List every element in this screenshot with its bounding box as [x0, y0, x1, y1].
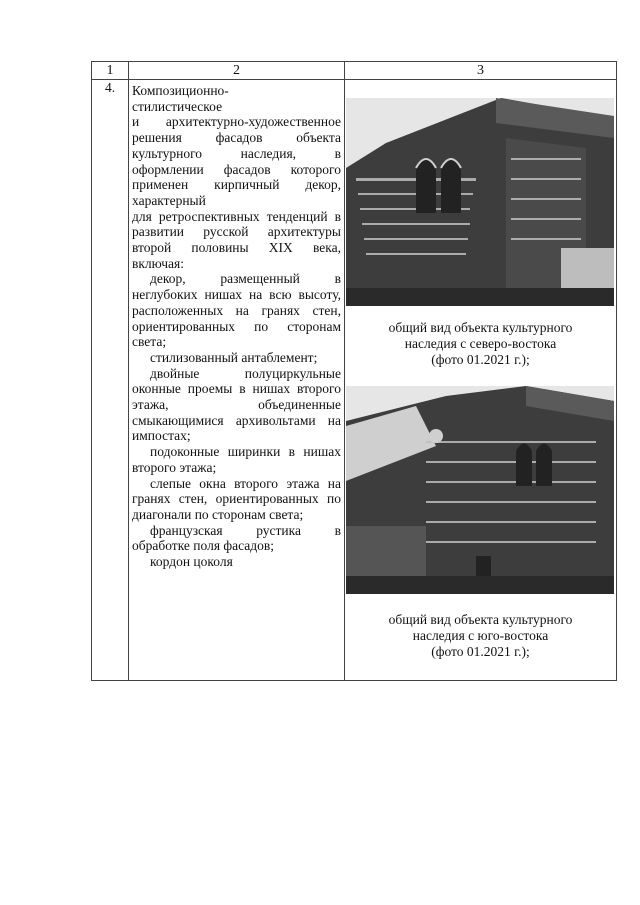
description-paragraph: французская рустика в обработке поля фасадов;	[132, 522, 341, 554]
description-paragraph: и архитектурно-художественное решения фасадов объекта культурного наследия, в оформлении фасадов которого применен кирпичный декор, характерный	[132, 114, 341, 208]
header-col-1: 1	[92, 62, 129, 80]
row-number: 4.	[92, 80, 129, 681]
facade-photo-southeast-image	[346, 386, 614, 594]
caption-line: (фото 01.2021 г.);	[431, 352, 530, 367]
facade-photo-northeast	[346, 98, 614, 306]
photo-caption-southeast	[345, 612, 616, 660]
table-row	[92, 80, 617, 681]
heritage-table	[91, 61, 617, 681]
facade-photo-southeast	[346, 386, 614, 594]
table-header-row	[92, 62, 617, 80]
description-paragraph: для ретроспективных тенденций в развитии русской архитектуры второй половины XIX века, включая:	[132, 208, 341, 271]
description-paragraph: подоконные ширинки в нишах второго этажа;	[132, 444, 341, 475]
header-col-3: 3	[345, 62, 617, 80]
description-paragraph: кордон цоколя	[150, 554, 233, 570]
description-text	[129, 80, 344, 570]
description-paragraph: декор, размещенный в неглубоких нишах на всю высоту, расположенных на гранях стен, ориентированных по сторонам света;	[132, 271, 341, 350]
description-paragraph: слепые окна второго этажа на гранях стен, ориентированных по диагонали по сторонам света;	[132, 475, 341, 522]
caption-line: общий вид объекта культурного	[388, 320, 573, 335]
caption-line: наследия с юго-востока	[412, 628, 549, 643]
photo-caption-northeast	[345, 320, 616, 368]
description-cell	[129, 80, 345, 681]
description-paragraph: стилистическое	[132, 98, 223, 114]
caption-line: общий вид объекта культурного	[388, 612, 573, 627]
description-paragraph: двойные полуциркульные оконные проемы в нишах второго этажа, объединенные смыкающимися архивольтами на импостах;	[132, 365, 341, 444]
description-paragraph: Композиционно-	[132, 83, 229, 98]
caption-line: (фото 01.2021 г.);	[431, 644, 530, 659]
facade-photo-northeast-image	[346, 98, 614, 306]
header-col-2: 2	[129, 62, 345, 80]
photos-cell	[345, 80, 617, 681]
caption-line: наследия с северо-востока	[404, 336, 557, 351]
description-paragraph: стилизованный антаблемент;	[150, 349, 318, 365]
